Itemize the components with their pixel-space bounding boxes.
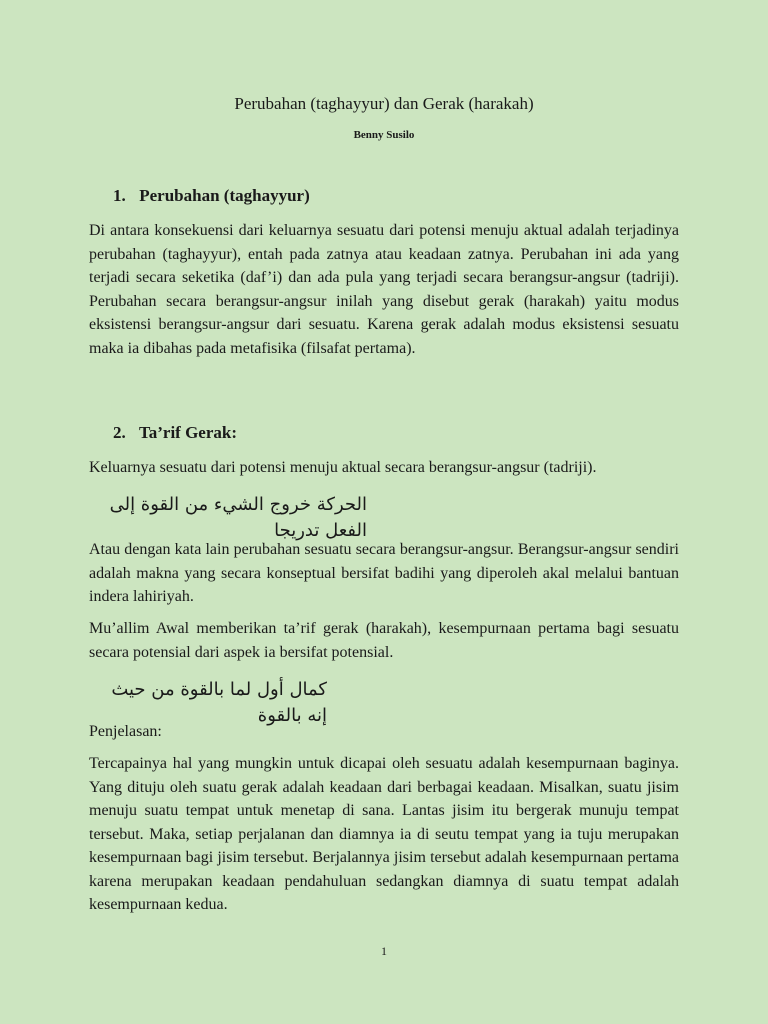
section-2-number: 2. [113,423,126,442]
page-number: 1 [381,944,387,958]
section-1-paragraph: Di antara konsekuensi dari keluarnya sesuatu dari potensi menuju aktual adalah terjadinya perubahan (taghayyur), entah pada zatnya atau keadaan zatnya. Perubahan ini ada yang terjadi secara seketika (daf’i) dan ada pula yang terjadi secara berangsur-angsur (tadriji). Perubahan secara berangsur-angsur inilah yang disebut gerak (harakah) yaitu modus eksistensi berangsur-angsur dari sesuatu. Karena gerak adalah modus eksistensi sesuatu maka ia dibahas pada metafisika (filsafat pertama). [89,222,679,357]
section-2-paragraph-3: Mu’allim Awal memberikan ta’rif gerak (harakah), kesempurnaan pertama bagi sesuatu secara potensial dari aspek ia bersifat potensial. [89,620,679,661]
arabic-definition-2: كمال أول لما بالقوة من حيث إنه بالقوة [111,679,327,726]
section-1-heading [113,185,310,207]
arabic-definition-1: الحركة خروج الشيء من القوة إلى الفعل تدريجا [109,494,367,541]
document-title: Perubahan (taghayyur) dan Gerak (harakah) [234,94,534,113]
section-2-heading [113,422,237,444]
section-2-paragraph-2: Atau dengan kata lain perubahan sesuatu secara berangsur-angsur. Berangsur-angsur sendiri adalah makna yang secara konseptual bersifat badihi yang diperoleh akal melalui bantuan indera lahiriyah. [89,541,679,605]
section-1-title: Perubahan (taghayyur) [139,186,310,205]
section-2-paragraph-4: Tercapainya hal yang mungkin untuk dicapai oleh sesuatu adalah kesempurnaan baginya. Yang dituju oleh suatu gerak adalah keadaan dari berbagai keadaan. Misalkan, suatu jisim menuju suatu tempat untuk menetap di sana. Lantas jisim itu bergerak munuju tempat tersebut. Maka, setiap perjalanan dan diamnya ia di seutu tempat yang ia tuju merupakan kesempurnaan bagi jisim tersebut. Berjalannya jisim tersebut adalah kesempurnaan pertama karena merupakan keadaan pendahuluan sedangkan diamnya di suatu tempat adalah kesempurnaan kedua. [89,755,679,913]
section-2-title: Ta’rif Gerak: [138,423,238,442]
explanation-label: Penjelasan: [89,723,162,740]
definition-text: Keluarnya sesuatu dari potensi menuju aktual secara berangsur-angsur (tadriji). [89,459,597,476]
section-1-number: 1. [113,186,126,205]
author-name: Benny Susilo [353,129,415,141]
